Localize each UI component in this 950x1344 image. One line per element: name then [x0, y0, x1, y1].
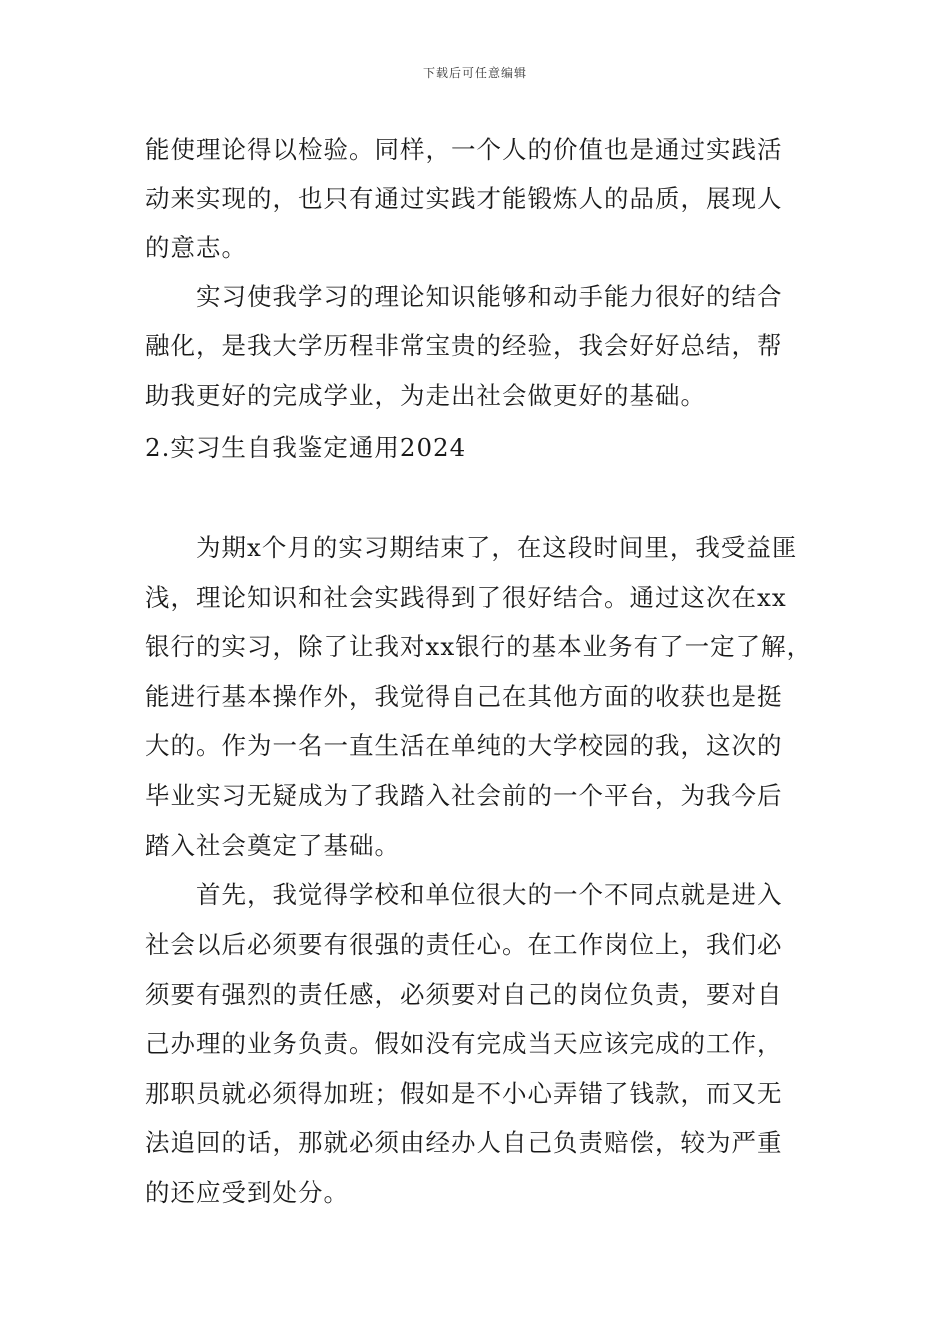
text-line: 毕业实习无疑成为了我踏入社会前的一个平台，为我今后: [145, 781, 783, 810]
text-line: 法追回的话，那就必须由经办人自己负责赔偿，较为严重: [145, 1128, 783, 1157]
text-line: 为期x个月的实习期结束了，在这段时间里，我受益匪: [145, 533, 798, 562]
text-line: 那职员就必须得加班；假如是不小心弄错了钱款，而又无: [145, 1079, 783, 1108]
text-line: 须要有强烈的责任感，必须要对自己的岗位负责，要对自: [145, 980, 783, 1009]
page-header: 下载后可任意编辑: [422, 66, 527, 80]
text-line: 融化，是我大学历程非常宝贵的经验，我会好好总结，帮: [145, 331, 783, 360]
text-line: 能进行基本操作外，我觉得自己在其他方面的收获也是挺: [145, 682, 783, 711]
text-line: 实习使我学习的理论知识能够和动手能力很好的结合: [145, 282, 783, 311]
text-line: 浅，理论知识和社会实践得到了很好结合。通过这次在xx: [145, 583, 787, 612]
section-heading: 2.实习生自我鉴定通用2024: [145, 433, 467, 462]
text-line: 社会以后必须要有很强的责任心。在工作岗位上，我们必: [145, 930, 783, 959]
text-line: 己办理的业务负责。假如没有完成当天应该完成的工作，: [145, 1029, 783, 1058]
text-line: 动来实现的，也只有通过实践才能锻炼人的品质，展现人: [145, 184, 783, 213]
text-line: 的还应受到处分。: [145, 1178, 349, 1207]
text-line: 踏入社会奠定了基础。: [145, 831, 400, 860]
text-line: 大的。作为一名一直生活在单纯的大学校园的我，这次的: [145, 731, 783, 760]
text-line: 能使理论得以检验。同样，一个人的价值也是通过实践活: [145, 135, 783, 164]
text-line: 首先，我觉得学校和单位很大的一个不同点就是进入: [145, 880, 783, 909]
text-line: 的意志。: [145, 233, 247, 262]
text-line: 助我更好的完成学业，为走出社会做更好的基础。: [145, 381, 706, 410]
text-line: 银行的实习，除了让我对xx银行的基本业务有了一定了解，: [145, 632, 813, 661]
